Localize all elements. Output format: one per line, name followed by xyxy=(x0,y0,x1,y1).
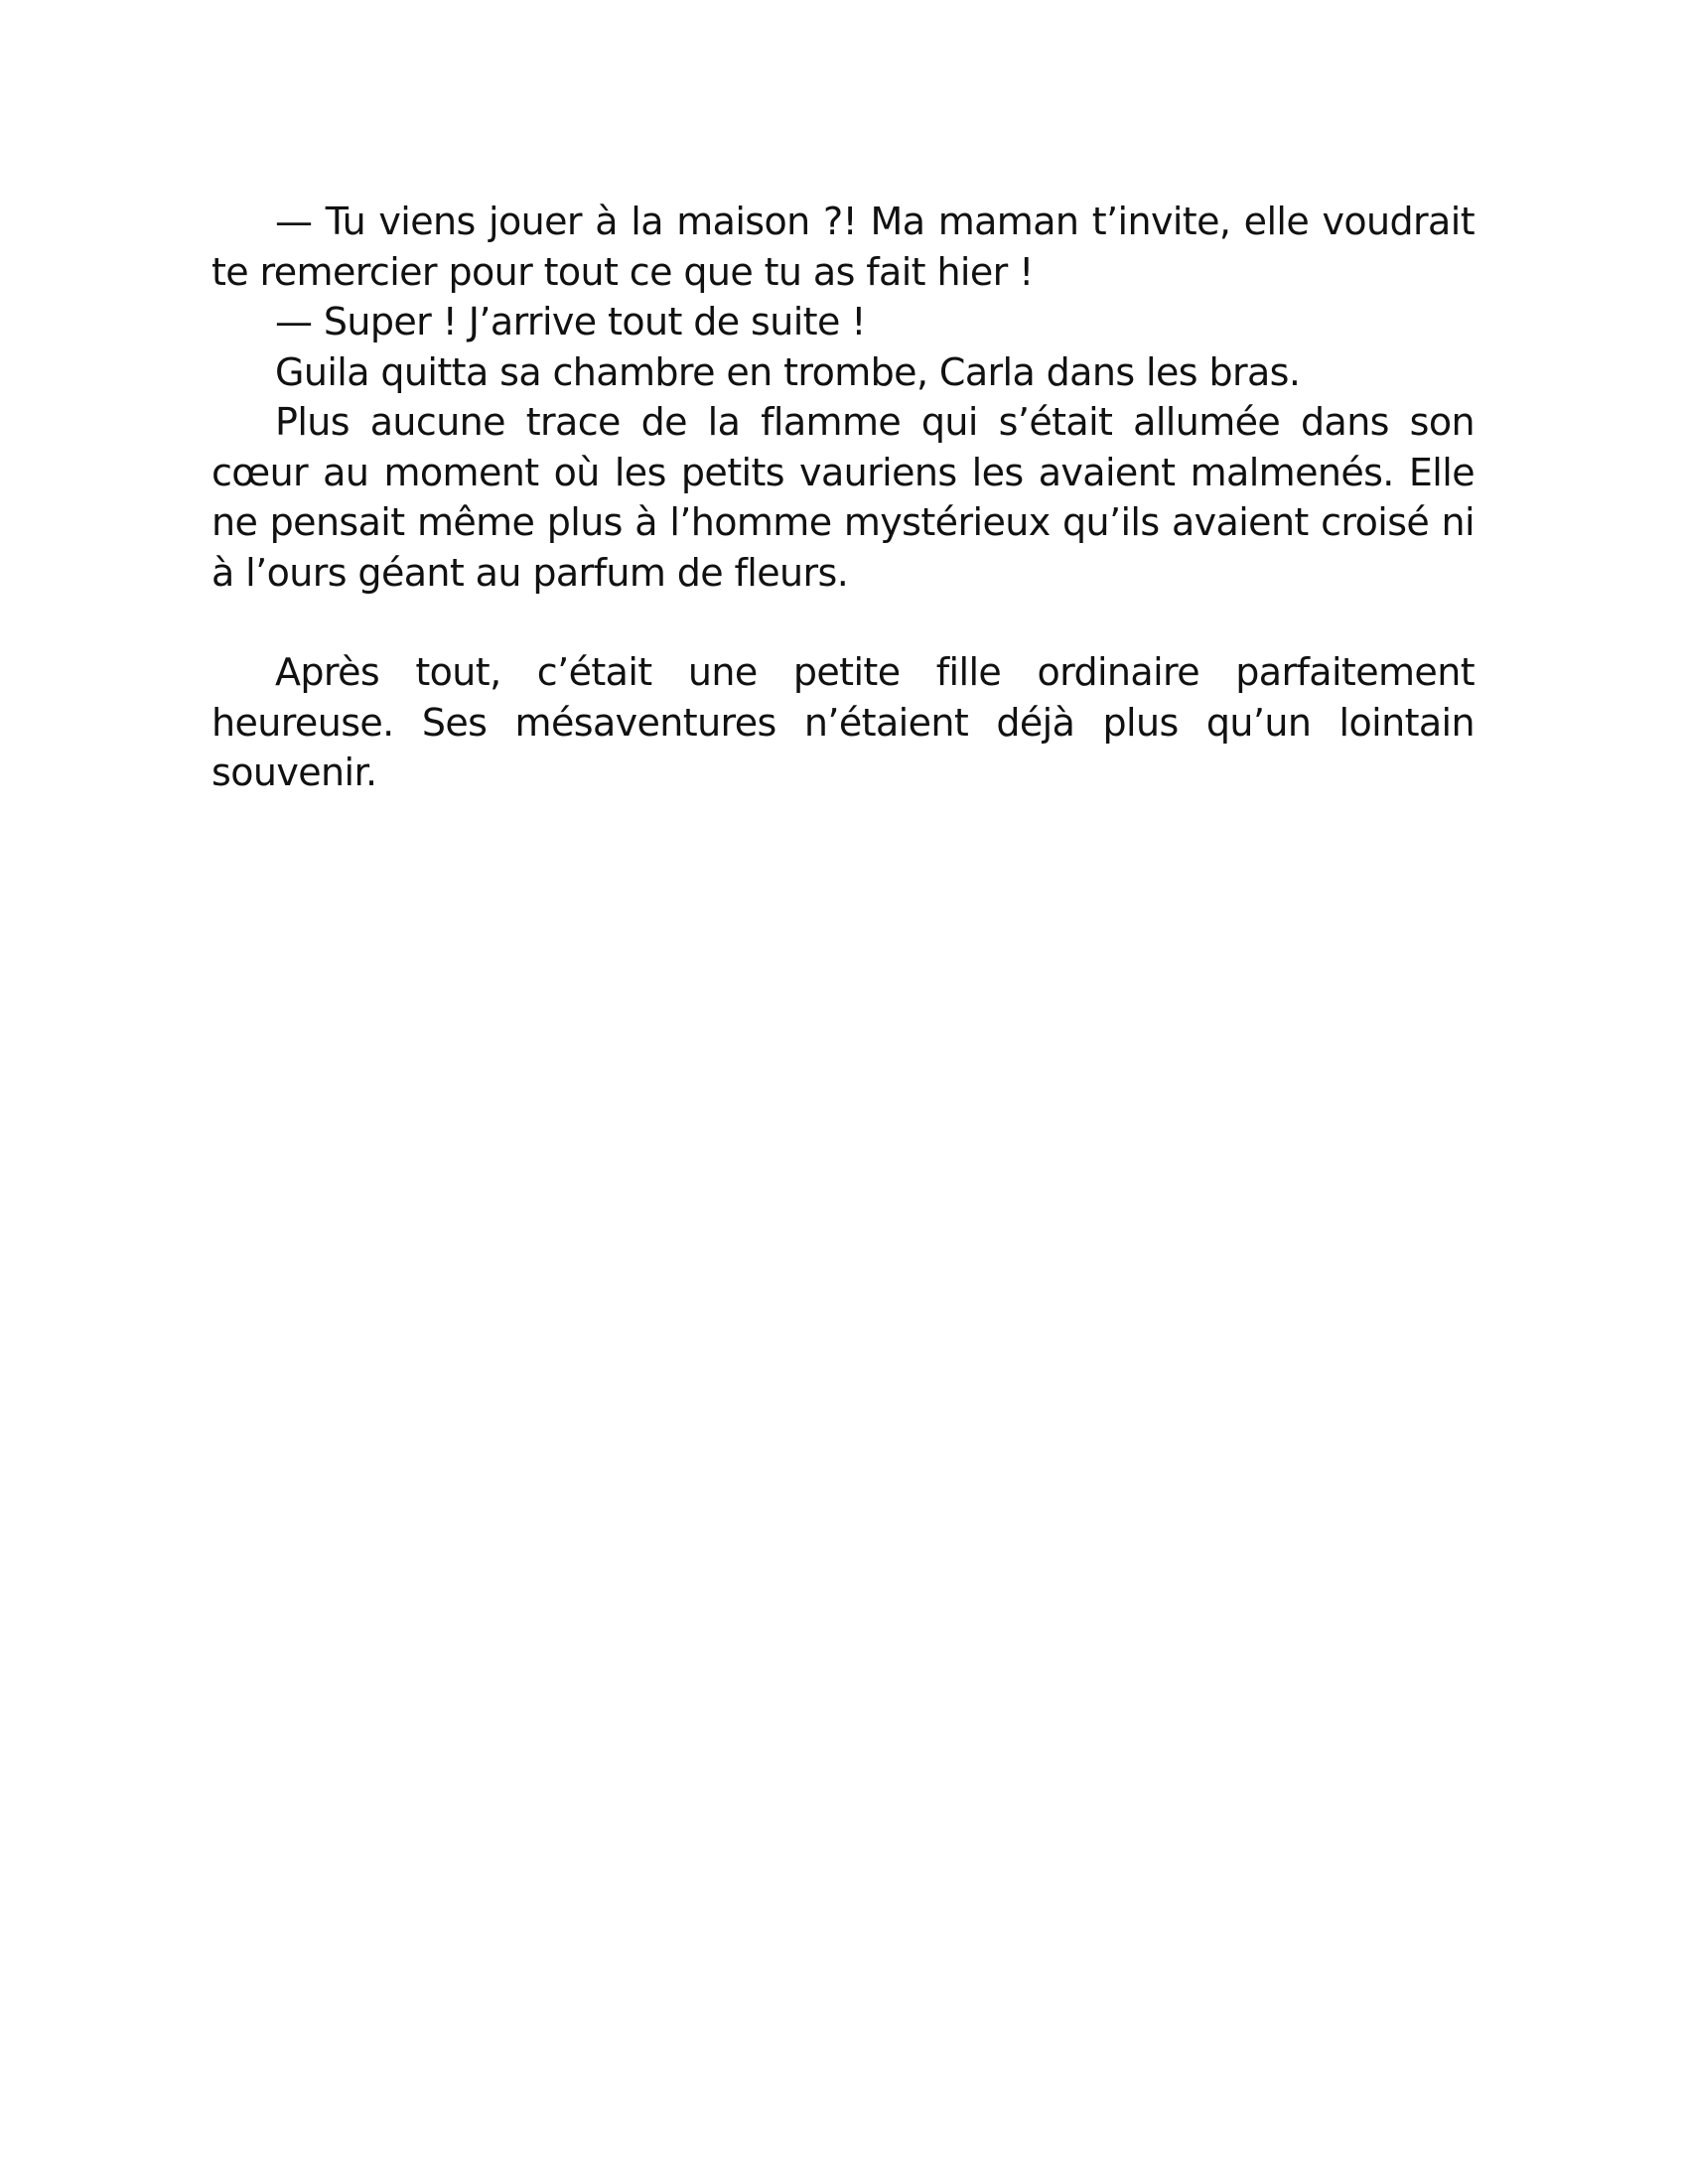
paragraph-guila-leaves: Guila quitta sa chambre en trombe, Carla dans les bras. xyxy=(275,349,1301,394)
paragraph-dialogue-reply: — Super ! J’arrive tout de suite ! xyxy=(275,300,866,343)
paragraph-dialogue-invitation: — Tu viens jouer à la maison ?! Ma maman t’invite, elle voudrait te remercier pour tout ce que tu as fait hier ! xyxy=(211,200,1475,294)
paragraph-no-trace: Plus aucune trace de la flamme qui s’était allumée dans son cœur au moment où les petits vauriens les avaient malmenés. Elle ne pensait même plus à l’homme mystérieux qu’ils avaient croisé ni à l’ours géant au parfum de fleurs. xyxy=(211,400,1475,595)
body-text xyxy=(211,197,1475,798)
paragraph-conclusion: Après tout, c’était une petite fille ordinaire parfaitement heureuse. Ses mésaventures n’étaient déjà plus qu’un lointain souvenir. xyxy=(211,650,1475,794)
